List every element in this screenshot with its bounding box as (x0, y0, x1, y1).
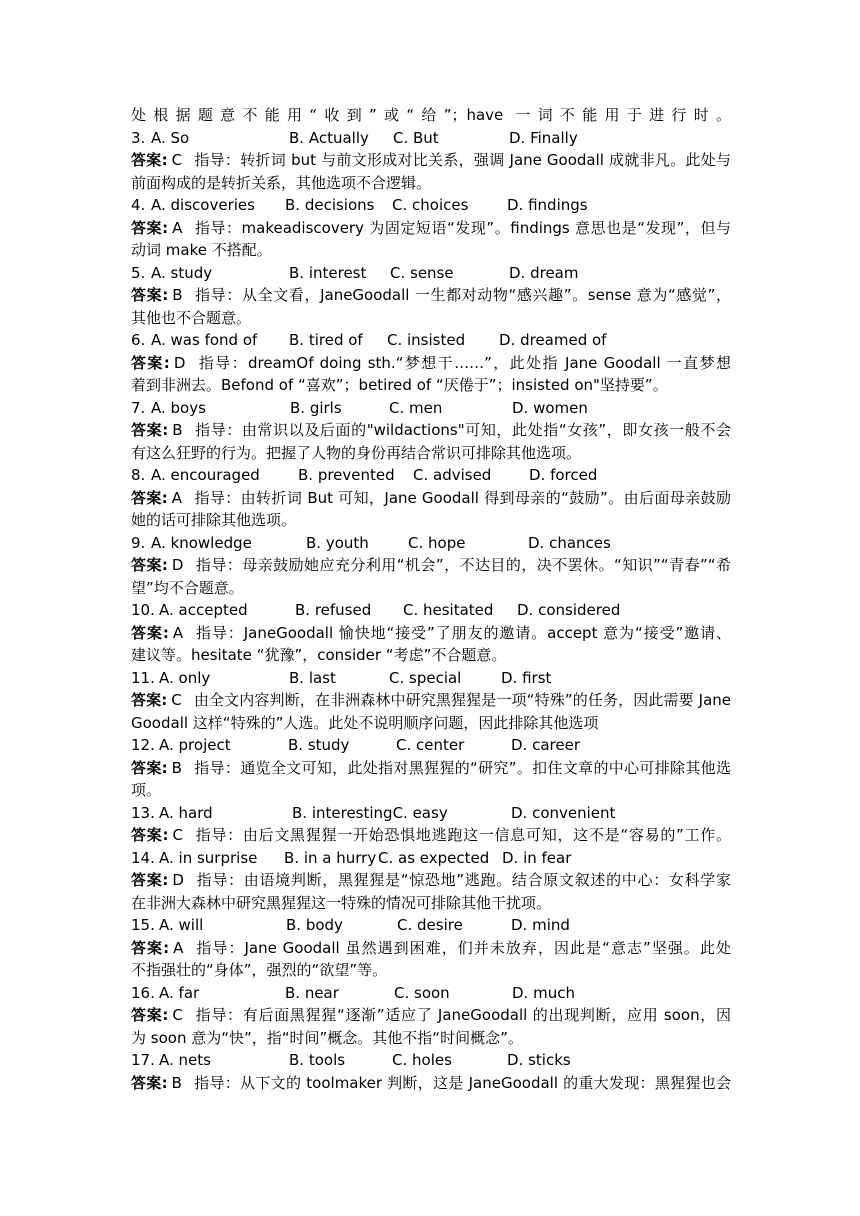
explanation-line: 她的话可排除其他选项。 (131, 511, 297, 529)
option-choice: B. girls (290, 398, 342, 417)
question-number: 8. (131, 466, 146, 484)
answer-label: 答案: (131, 353, 170, 372)
answer-label: 答案: (131, 871, 169, 889)
option-choice: D. mind (511, 916, 570, 934)
option-choice: B. prevented (298, 466, 395, 484)
answer-label: 答案: (131, 151, 168, 169)
explanation-text: 指导：从全文看，JaneGoodall 一生都对动物“感兴趣”。sense 意为“感觉”， (194, 286, 731, 304)
option-choice: D. findings (507, 196, 588, 214)
question-line (131, 1049, 731, 1072)
option-choice: B. study (288, 736, 350, 754)
answer-letter: C (171, 151, 183, 169)
question-line (131, 532, 731, 555)
question-line (131, 397, 731, 420)
question-number: 13. (131, 803, 155, 822)
question-number: 10. (131, 601, 155, 619)
explanation-line: 为 soon 意为“快”，指“时间”概念。其他不指“时间概念”。 (131, 1028, 523, 1047)
answer-letter: B (172, 286, 183, 304)
explanation-line: 动词 make 不搭配。 (131, 241, 272, 259)
option-choice: B. tired of (289, 331, 363, 349)
option-choice: C. hesitated (403, 601, 494, 619)
option-choice: D. much (512, 983, 575, 1002)
explanation-line: 前面构成的是转折关系，其他选项不合逻辑。 (131, 173, 432, 192)
option-choice: B. body (286, 916, 343, 934)
question-line (131, 127, 731, 150)
question-number: 7. (131, 398, 146, 417)
option-choice: C. desire (397, 916, 463, 934)
option-choice: A. knowledge (151, 533, 252, 552)
explanation-line: 望”均不合题意。 (131, 578, 244, 597)
answer-line (131, 1072, 731, 1095)
answer-label: 答案: (131, 421, 169, 439)
option-choice: A. study (151, 263, 213, 282)
option-choice: A. encouraged (151, 466, 260, 484)
option-choice: A. project (159, 736, 231, 754)
answer-line (131, 689, 731, 712)
answer-letter: D (172, 871, 184, 889)
explanation-text: 由全文内容判断，在非洲森林中研究黑猩猩是一项“特殊”的任务，因此需要 Jane (193, 691, 732, 709)
answer-key-content (131, 104, 731, 1094)
explanation-text: 指导：由语境判断，黑猩猩是“惊恐地”逃跑。结合原文叙述的中心：女科学家 (195, 871, 732, 889)
option-choice: C. soon (394, 983, 450, 1002)
option-choice: B. decisions (285, 196, 375, 214)
option-choice: A. will (159, 916, 204, 934)
explanation-text: 指导：转折词 but 与前文形成对比关系，强调 Jane Goodall 成就非凡。此处与 (194, 151, 731, 169)
option-choice: A. far (159, 983, 200, 1002)
answer-line (131, 937, 731, 960)
answer-label: 答案: (131, 758, 168, 777)
answer-label: 答案: (131, 938, 170, 957)
answer-label: 答案: (131, 218, 169, 237)
option-choice: C. advised (413, 466, 492, 484)
explanation-text: 指导：dreamOf doing sth.“梦想干……”，此处指 Jane Goodall 一直梦想 (197, 353, 731, 372)
question-line (131, 329, 731, 352)
answer-line (131, 284, 731, 307)
option-choice: C. special (389, 668, 462, 687)
intro-line: 处根据题意不能用“收到”或“给”；have 一词不能用于进行时。 (131, 106, 731, 124)
option-choice: C. hope (408, 533, 466, 552)
option-choice: B. last (289, 668, 336, 687)
answer-letter: A (171, 488, 183, 507)
explanation-line: 建议等。hesitate “犹豫”，consider “考虑”不合题意。 (131, 646, 507, 664)
option-choice: D. Finally (509, 128, 578, 147)
answer-line (131, 554, 731, 577)
option-choice: C. center (396, 736, 465, 754)
option-choice: C. But (393, 128, 439, 147)
answer-line (131, 217, 731, 240)
option-choice: D. dreamed of (499, 331, 607, 349)
option-choice: A. boys (151, 398, 206, 417)
answer-line (131, 622, 731, 645)
option-choice: D. chances (528, 533, 611, 552)
question-number: 17. (131, 1051, 155, 1069)
explanation-text: 指导：有后面黑猩猩“逐渐”适应了 JaneGoodall 的出现判断，应用 soon，因 (194, 1006, 732, 1024)
question-number: 11. (131, 668, 155, 687)
answer-line (131, 824, 731, 847)
option-choice: D. considered (517, 601, 621, 619)
explanation-line: 项。 (131, 781, 162, 799)
answer-letter: B (172, 421, 183, 439)
option-choice: B. near (285, 983, 339, 1002)
answer-letter: C (172, 1006, 183, 1024)
option-choice: C. sense (390, 263, 454, 282)
option-choice: D. first (501, 668, 552, 687)
option-choice: A. So (151, 128, 190, 147)
answer-letter: B (171, 758, 182, 777)
option-choice: B. in a hurry (284, 848, 377, 867)
answer-letter: C (171, 691, 182, 709)
answer-label: 答案: (131, 286, 169, 304)
option-choice: C. insisted (387, 331, 466, 349)
question-line (131, 734, 731, 757)
explanation-text: 指导：由后文黑猩猩一开始恐惧地逃跑这一信息可知，这不是“容易的”工作。 (194, 826, 732, 844)
explanation-text: 指导：JaneGoodall 愉快地“接受”了朋友的邀请。accept 意为“接受”邀请、 (195, 623, 731, 642)
question-number: 15. (131, 916, 155, 934)
explanation-text: 指导：母亲鼓励她应充分利用“机会”，不达目的，决不罢休。“知识”“青春”“希 (195, 556, 732, 574)
explanation-text: 指导：makeadiscovery 为固定短语“发现”。findings 意思也是“发现”，但与 (194, 218, 731, 237)
option-choice: B. refused (295, 601, 372, 619)
question-line (131, 982, 731, 1005)
answer-label: 答案: (131, 488, 168, 507)
option-choice: D. sticks (507, 1051, 571, 1069)
question-number: 5. (131, 263, 146, 282)
option-choice: B. interestingC. easy (292, 803, 448, 822)
option-choice: D. in fear (502, 848, 572, 867)
question-number: 12. (131, 736, 155, 754)
question-line (131, 464, 731, 487)
question-number: 4. (131, 196, 146, 214)
option-choice: D. career (511, 736, 580, 754)
answer-letter: C (172, 826, 183, 844)
answer-letter: B (171, 1073, 182, 1092)
option-choice: D. dream (509, 263, 579, 282)
option-choice: A. accepted (159, 601, 248, 619)
option-choice: D. convenient (511, 803, 616, 822)
answer-label: 答案: (131, 623, 169, 642)
answer-line (131, 419, 731, 442)
explanation-text: 指导：从下文的 toolmaker 判断，这是 JaneGoodall 的重大发现：黑猩猩也会 (193, 1073, 731, 1092)
question-line (131, 914, 731, 937)
answer-letter: A (172, 218, 183, 237)
answer-line (131, 869, 731, 892)
question-number: 3. (131, 128, 146, 147)
explanation-line: 不指强壮的“身体”，强烈的“欲望”等。 (131, 961, 388, 979)
question-line (131, 802, 731, 825)
answer-label: 答案: (131, 1073, 168, 1092)
answer-line (131, 487, 731, 510)
option-choice: A. discoveries (151, 196, 255, 214)
answer-letter: A (173, 938, 184, 957)
option-choice: A. was fond of (151, 331, 258, 349)
answer-label: 答案: (131, 556, 168, 574)
option-choice: C. as expected (378, 848, 490, 867)
answer-label: 答案: (131, 1006, 169, 1024)
explanation-text: 指导：由转折词 But 可知，Jane Goodall 得到母亲的“鼓励”。由后面母亲鼓励 (194, 488, 731, 507)
option-choice: B. tools (289, 1051, 346, 1069)
answer-line (131, 757, 731, 780)
answer-letter: D (171, 556, 184, 574)
answer-line (131, 1004, 731, 1027)
answer-line (131, 352, 731, 375)
question-line (131, 599, 731, 622)
question-line (131, 847, 731, 870)
explanation-text: 指导：通览全文可知，此处指对黑猩猩的“研究”。扣住文章的中心可排除其他选 (193, 758, 731, 777)
option-choice: B. youth (306, 533, 369, 552)
option-choice: D. women (512, 398, 588, 417)
option-choice: A. in surprise (159, 848, 258, 867)
question-line (131, 194, 731, 217)
explanation-text: 指导：由常识以及后面的"wildactions"可知，此处指“女孩”，即女孩一般不会 (194, 421, 731, 439)
answer-label: 答案: (131, 691, 168, 709)
explanation-line: 在非洲大森林中研究黑猩猩这一特殊的情况可排除其他干扰项。 (131, 893, 552, 912)
question-number: 9. (131, 533, 146, 552)
explanation-line: 有这么狂野的行为。把握了人物的身份再结合常识可排除其他选项。 (131, 443, 582, 462)
explanation-line: 着到非洲去。Befond of “喜欢”；betired of “厌倦于”；insisted on"坚持要”。 (131, 376, 668, 394)
option-choice: C. holes (392, 1051, 452, 1069)
answer-letter: D (173, 353, 186, 372)
question-number: 16. (131, 983, 155, 1002)
option-choice: A. only (159, 668, 211, 687)
explanation-text: 指导：Jane Goodall 虽然遇到困难，们并未放弃，因此是“意志”坚强。此处 (195, 938, 731, 957)
option-choice: A. nets (159, 1051, 211, 1069)
answer-label: 答案: (131, 826, 169, 844)
question-number: 14. (131, 848, 155, 867)
option-choice: B. interest (289, 263, 367, 282)
question-line (131, 262, 731, 285)
option-choice: B. Actually (289, 128, 369, 147)
option-choice: A. hard (159, 803, 213, 822)
question-number: 6. (131, 331, 146, 349)
explanation-line: 其他也不合题意。 (131, 308, 252, 327)
explanation-line: Goodall 这样“特殊的”人选。此处不说明顺序问题，因此排除其他选项 (131, 713, 599, 732)
option-choice: C. men (389, 398, 443, 417)
option-choice: C. choices (392, 196, 469, 214)
question-line (131, 667, 731, 690)
option-choice: D. forced (529, 466, 598, 484)
answer-letter: A (172, 623, 184, 642)
answer-line (131, 149, 731, 172)
